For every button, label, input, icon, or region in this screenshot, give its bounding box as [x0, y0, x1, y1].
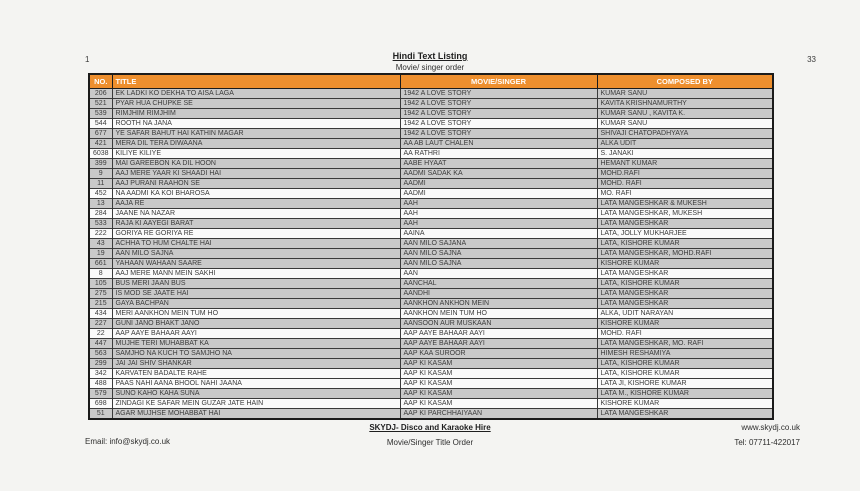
song-listing-table [88, 73, 774, 420]
row-number: 452 [89, 188, 112, 198]
row-composed-by: LATA, KISHORE KUMAR [597, 358, 773, 368]
column-header-movie-singer: MOVIE/SINGER [400, 74, 597, 88]
row-movie-singer: AANKHON MEIN TUM HO [400, 308, 597, 318]
table-row [89, 288, 773, 298]
row-title: SAMJHO NA KUCH TO SAMJHO NA [112, 348, 400, 358]
row-number: 9 [89, 168, 112, 178]
table-row [89, 148, 773, 158]
row-movie-singer: AADMI [400, 188, 597, 198]
row-composed-by: HEMANT KUMAR [597, 158, 773, 168]
table-body [89, 88, 773, 419]
table-row [89, 198, 773, 208]
table-row [89, 238, 773, 248]
table-row [89, 358, 773, 368]
row-title: GORIYA RE GORIYA RE [112, 228, 400, 238]
row-movie-singer: AANSOON AUR MUSKAAN [400, 318, 597, 328]
row-number: 222 [89, 228, 112, 238]
row-movie-singer: AA AB LAUT CHALEN [400, 138, 597, 148]
table-row [89, 378, 773, 388]
row-number: 105 [89, 278, 112, 288]
row-title: AAP AAYE BAHAAR AAYI [112, 328, 400, 338]
table-row [89, 278, 773, 288]
table-row [89, 158, 773, 168]
row-composed-by: LATA MANGESHKAR, MUKESH [597, 208, 773, 218]
row-composed-by: LATA MANGESHKAR, MOHD.RAFI [597, 248, 773, 258]
row-title: ACHHA TO HUM CHALTE HAI [112, 238, 400, 248]
row-composed-by: LATA M., KISHORE KUMAR [597, 388, 773, 398]
row-composed-by: ALKA, UDIT NARAYAN [597, 308, 773, 318]
row-number: 421 [89, 138, 112, 148]
row-composed-by: KUMAR SANU , KAVITA K. [597, 108, 773, 118]
row-number: 299 [89, 358, 112, 368]
table-row [89, 368, 773, 378]
row-number: 563 [89, 348, 112, 358]
row-title: PYAR HUA CHUPKE SE [112, 98, 400, 108]
row-title: NA AADMI KA KOI BHAROSA [112, 188, 400, 198]
row-title: ROOTH NA JANA [112, 118, 400, 128]
row-number: 227 [89, 318, 112, 328]
row-number: 11 [89, 178, 112, 188]
footer-company-title: SKYDJ- Disco and Karaoke Hire [369, 423, 491, 432]
table-row [89, 398, 773, 408]
table-row [89, 328, 773, 338]
row-title: YE SAFAR BAHUT HAI KATHIN MAGAR [112, 128, 400, 138]
row-composed-by: MOHD.RAFI [597, 168, 773, 178]
row-number: 284 [89, 208, 112, 218]
row-title: EK LADKI KO DEKHA TO AISA LAGA [112, 88, 400, 98]
row-composed-by: LATA MANGESHKAR [597, 288, 773, 298]
row-number: 544 [89, 118, 112, 128]
row-title: AAJ PURANI RAAHON SE [112, 178, 400, 188]
table-row [89, 408, 773, 419]
row-movie-singer: AAH [400, 218, 597, 228]
row-composed-by: KUMAR SANU [597, 88, 773, 98]
row-composed-by: LATA, KISHORE KUMAR [597, 368, 773, 378]
row-composed-by: ALKA UDIT [597, 138, 773, 148]
table-row [89, 338, 773, 348]
column-header-no: NO. [89, 74, 112, 88]
table-row [89, 188, 773, 198]
table-row [89, 208, 773, 218]
row-title: ZINDAGI KE SAFAR MEIN GUZAR JATE HAIN [112, 398, 400, 408]
row-title: BUS MERI JAAN BUS [112, 278, 400, 288]
row-composed-by: SHIVAJI CHATOPADHYAYA [597, 128, 773, 138]
row-title: JAANE NA NAZAR [112, 208, 400, 218]
column-header-title: TITLE [112, 74, 400, 88]
table-row [89, 258, 773, 268]
row-composed-by: KISHORE KUMAR [597, 318, 773, 328]
row-composed-by: LATA MANGESHKAR [597, 298, 773, 308]
table-header [89, 74, 773, 88]
table-row [89, 178, 773, 188]
row-composed-by: MOHD. RAFI [597, 328, 773, 338]
row-number: 447 [89, 338, 112, 348]
row-number: 342 [89, 368, 112, 378]
row-movie-singer: AAH [400, 198, 597, 208]
row-movie-singer: AAN [400, 268, 597, 278]
table-row [89, 298, 773, 308]
row-number: 275 [89, 288, 112, 298]
table-row [89, 98, 773, 108]
table-row [89, 268, 773, 278]
row-movie-singer: AA RATHRI [400, 148, 597, 158]
row-title: JAI JAI SHIV SHANKAR [112, 358, 400, 368]
row-title: GAYA BACHPAN [112, 298, 400, 308]
row-composed-by: LATA, KISHORE KUMAR [597, 238, 773, 248]
row-movie-singer: AADMI SADAK KA [400, 168, 597, 178]
row-composed-by: LATA MANGESHKAR [597, 408, 773, 419]
row-title: AAJ MERE YAAR KI SHAADI HAI [112, 168, 400, 178]
row-number: 488 [89, 378, 112, 388]
row-composed-by: S. JANAKI [597, 148, 773, 158]
row-composed-by: KAVITA KRISHNAMURTHY [597, 98, 773, 108]
row-movie-singer: AAP KI KASAM [400, 398, 597, 408]
row-composed-by: LATA JI, KISHORE KUMAR [597, 378, 773, 388]
row-number: 206 [89, 88, 112, 98]
table-row [89, 318, 773, 328]
row-composed-by: LATA MANGESHKAR [597, 218, 773, 228]
row-number: 521 [89, 98, 112, 108]
row-movie-singer: AAN MILO SAJNA [400, 258, 597, 268]
page-subtitle: Movie/ singer order [395, 63, 465, 72]
row-movie-singer: AAP KI KASAM [400, 368, 597, 378]
row-title: MUJHE TERI MUHABBAT KA [112, 338, 400, 348]
table-row [89, 88, 773, 98]
row-movie-singer: AAP KI KASAM [400, 358, 597, 368]
row-title: AAN MILO SAJNA [112, 248, 400, 258]
row-movie-singer: 1942 A LOVE STORY [400, 118, 597, 128]
table-row [89, 168, 773, 178]
page-title: Hindi Text Listing [392, 51, 468, 61]
row-composed-by: LATA, KISHORE KUMAR [597, 278, 773, 288]
row-title: MERA DIL TERA DIWAANA [112, 138, 400, 148]
row-composed-by: LATA MANGESHKAR [597, 268, 773, 278]
row-title: AAJ MERE MANN MEIN SAKHI [112, 268, 400, 278]
row-movie-singer: AAINA [400, 228, 597, 238]
row-movie-singer: AAP KI PARCHHAIYAAN [400, 408, 597, 419]
row-number: 43 [89, 238, 112, 248]
row-number: 399 [89, 158, 112, 168]
row-movie-singer: AAN MILO SAJNA [400, 248, 597, 258]
row-number: 8 [89, 268, 112, 278]
row-title: AAJA RE [112, 198, 400, 208]
row-title: KARVATEN BADALTE RAHE [112, 368, 400, 378]
row-movie-singer: AAP KAA SUROOR [400, 348, 597, 358]
row-title: PAAS NAHI AANA BHOOL NAHI JAANA [112, 378, 400, 388]
row-title: KILIYE KILIYE [112, 148, 400, 158]
page-number-right: 33 [807, 55, 816, 64]
row-number: 51 [89, 408, 112, 419]
row-composed-by: KISHORE KUMAR [597, 398, 773, 408]
table-row [89, 248, 773, 258]
table-row [89, 128, 773, 138]
row-title: GUNI JANO BHAKT JANO [112, 318, 400, 328]
row-number: 434 [89, 308, 112, 318]
page-number-left: 1 [85, 55, 90, 64]
row-number: 579 [89, 388, 112, 398]
footer-email: Email: info@skydj.co.uk [85, 437, 171, 446]
row-number: 661 [89, 258, 112, 268]
row-movie-singer: 1942 A LOVE STORY [400, 98, 597, 108]
row-movie-singer: AAN MILO SAJANA [400, 238, 597, 248]
row-composed-by: KISHORE KUMAR [597, 258, 773, 268]
row-movie-singer: AANCHAL [400, 278, 597, 288]
row-movie-singer: AABE HYAAT [400, 158, 597, 168]
column-header-composed-by: COMPOSED BY [597, 74, 773, 88]
row-movie-singer: AAP KI KASAM [400, 378, 597, 388]
row-number: 539 [89, 108, 112, 118]
row-composed-by: HIMESH RESHAMIYA [597, 348, 773, 358]
footer-order-subtitle: Movie/Singer Title Order [386, 438, 474, 447]
table-row [89, 108, 773, 118]
table-row [89, 218, 773, 228]
footer-telephone: Tel: 07711-422017 [734, 438, 800, 447]
table-row [89, 228, 773, 238]
table-row [89, 138, 773, 148]
row-number: 22 [89, 328, 112, 338]
row-movie-singer: 1942 A LOVE STORY [400, 108, 597, 118]
table-row [89, 348, 773, 358]
table-row [89, 308, 773, 318]
row-movie-singer: 1942 A LOVE STORY [400, 88, 597, 98]
row-number: 6038 [89, 148, 112, 158]
row-movie-singer: AAP KI KASAM [400, 388, 597, 398]
row-title: IS MOD SE JAATE HAI [112, 288, 400, 298]
row-number: 13 [89, 198, 112, 208]
row-composed-by: LATA, JOLLY MUKHARJEE [597, 228, 773, 238]
row-title: SUNO KAHO KAHA SUNA [112, 388, 400, 398]
row-title: MAI GAREEBON KA DIL HOON [112, 158, 400, 168]
row-composed-by: LATA MANGESHKAR, MO. RAFI [597, 338, 773, 348]
row-composed-by: LATA MANGESHKAR & MUKESH [597, 198, 773, 208]
row-movie-singer: AAH [400, 208, 597, 218]
row-movie-singer: AAP AAYE BAHAAR AAYI [400, 338, 597, 348]
row-title: AGAR MUJHSE MOHABBAT HAI [112, 408, 400, 419]
row-movie-singer: 1942 A LOVE STORY [400, 128, 597, 138]
row-number: 19 [89, 248, 112, 258]
row-number: 215 [89, 298, 112, 308]
row-composed-by: KUMAR SANU [597, 118, 773, 128]
row-number: 677 [89, 128, 112, 138]
row-number: 698 [89, 398, 112, 408]
row-title: MERI AANKHON MEIN TUM HO [112, 308, 400, 318]
row-number: 533 [89, 218, 112, 228]
row-movie-singer: AAP AAYE BAHAAR AAYI [400, 328, 597, 338]
row-movie-singer: AANDHI [400, 288, 597, 298]
row-movie-singer: AADMI [400, 178, 597, 188]
footer-website: www.skydj.co.uk [741, 423, 800, 432]
row-title: RIMJHIM RIMJHIM [112, 108, 400, 118]
table-row [89, 388, 773, 398]
row-composed-by: MO. RAFI [597, 188, 773, 198]
row-title: YAHAAN WAHAAN SAARE [112, 258, 400, 268]
row-title: RAJA KI AAYEGI BARAT [112, 218, 400, 228]
table-row [89, 118, 773, 128]
row-movie-singer: AANKHON ANKHON MEIN [400, 298, 597, 308]
row-composed-by: MOHD. RAFI [597, 178, 773, 188]
